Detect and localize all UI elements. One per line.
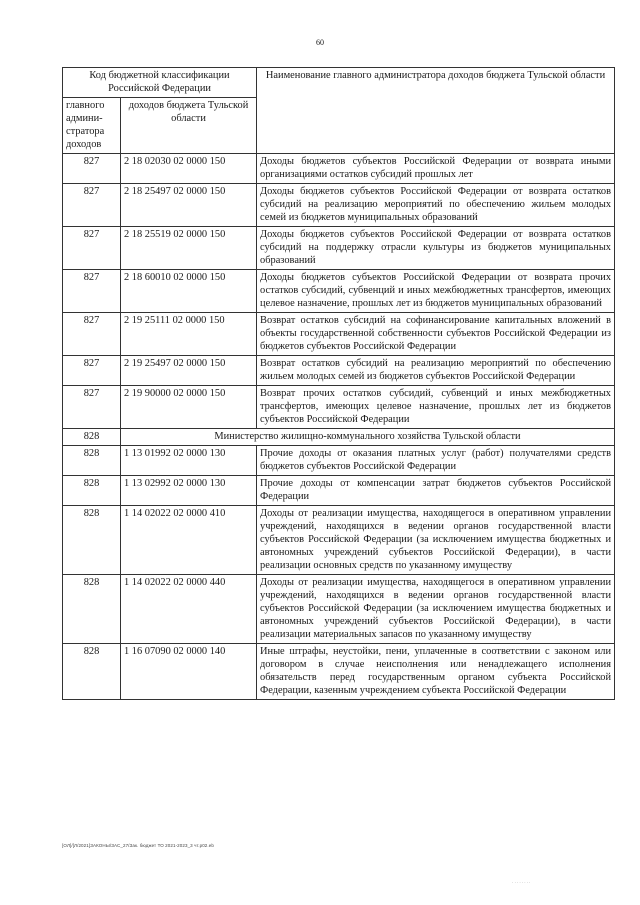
cell-admin-code: 827 — [63, 184, 121, 227]
table-row — [63, 184, 615, 227]
cell-income-code: 1 14 02022 02 0000 410 — [121, 506, 257, 575]
page-number: 60 — [316, 38, 324, 47]
cell-income-name: Доходы бюджетов субъектов Российской Федерации от возврата прочих остатков субсидий, субвенций и иных межбюджетных трансфертов, имеющих целевое назначение, прошлых лет из бюджетов муниципальных образований — [257, 270, 615, 313]
cell-admin-code: 828 — [63, 429, 121, 446]
cell-income-name: Возврат прочих остатков субсидий, субвенций и иных межбюджетных трансфертов, имеющих целевое назначение, прошлых лет из бюджетов субъектов Российской Федерации — [257, 386, 615, 429]
table-row — [63, 386, 615, 429]
cell-admin-code: 828 — [63, 506, 121, 575]
cell-admin-code: 827 — [63, 227, 121, 270]
cell-income-name: Доходы бюджетов субъектов Российской Федерации от возврата остатков субсидий на поддержку отрасли культуры из бюджетов муниципальных образований — [257, 227, 615, 270]
cell-admin-code: 827 — [63, 313, 121, 356]
cell-income-code: 1 16 07090 02 0000 140 — [121, 644, 257, 700]
cell-income-code: 2 19 90000 02 0000 150 — [121, 386, 257, 429]
footer-file-path: [OЛ]/[Л/2021]ЗАКОНЫ/ЗАС_27/Зак. бюджет ТО 2021-2023_3 чт.p02.eb — [62, 843, 214, 848]
table-row — [63, 154, 615, 184]
table-row — [63, 506, 615, 575]
cell-income-name: Доходы бюджетов субъектов Российской Федерации от возврата остатков субсидий на реализацию мероприятий по обеспечению жильем молодых семей из бюджетов муниципальных образований — [257, 184, 615, 227]
cell-admin-code: 828 — [63, 476, 121, 506]
header-kbk-group: Код бюджетной классификации Российской Федерации — [63, 68, 257, 98]
cell-admin-code: 828 — [63, 575, 121, 644]
table-row — [63, 313, 615, 356]
cell-income-name: Прочие доходы от оказания платных услуг (работ) получателями средств бюджетов субъектов Российской Федерации — [257, 446, 615, 476]
table-row — [63, 446, 615, 476]
cell-income-code: 2 19 25497 02 0000 150 — [121, 356, 257, 386]
cell-income-name: Возврат остатков субсидий на реализацию мероприятий по обеспечению жильем молодых семей из бюджетов субъектов Российской Федерации — [257, 356, 615, 386]
footer-marks: · · · · · · · · — [512, 880, 531, 885]
cell-ministry-name: Министерство жилищно-коммунального хозяйства Тульской области — [121, 429, 615, 446]
table-row — [63, 476, 615, 506]
table-row — [63, 270, 615, 313]
cell-admin-code: 828 — [63, 644, 121, 700]
table-row — [63, 644, 615, 700]
cell-income-code: 2 18 02030 02 0000 150 — [121, 154, 257, 184]
cell-income-name: Возврат остатков субсидий на софинансирование капитальных вложений в объекты государственной собственности субъектов Российской Федерации из бюджетов субъектов Российской Федерации — [257, 313, 615, 356]
cell-income-code: 2 18 25497 02 0000 150 — [121, 184, 257, 227]
cell-income-code: 1 13 02992 02 0000 130 — [121, 476, 257, 506]
table-row — [63, 227, 615, 270]
cell-income-code: 1 13 01992 02 0000 130 — [121, 446, 257, 476]
budget-income-table — [62, 67, 615, 700]
cell-admin-code: 827 — [63, 386, 121, 429]
table-row — [63, 575, 615, 644]
cell-income-name: Доходы от реализации имущества, находящегося в оперативном управлении учреждений, находящихся в ведении органов государственной власти субъектов Российской Федерации (за исключением имущества бюджетных и автономных учреждений субъектов Российской Федерации), в части реализации основных средств по указанному имуществу — [257, 506, 615, 575]
cell-income-code: 2 18 60010 02 0000 150 — [121, 270, 257, 313]
table-row — [63, 356, 615, 386]
cell-admin-code: 827 — [63, 356, 121, 386]
cell-income-name: Прочие доходы от компенсации затрат бюджетов субъектов Российской Федерации — [257, 476, 615, 506]
header-col-income: доходов бюджета Тульской области — [121, 98, 257, 154]
cell-income-name: Доходы бюджетов субъектов Российской Федерации от возврата иными организациями остатков субсидий прошлых лет — [257, 154, 615, 184]
header-col-admin: главного админи-стратора доходов — [63, 98, 121, 154]
cell-admin-code: 827 — [63, 154, 121, 184]
cell-income-code: 2 19 25111 02 0000 150 — [121, 313, 257, 356]
cell-income-code: 1 14 02022 02 0000 440 — [121, 575, 257, 644]
cell-admin-code: 827 — [63, 270, 121, 313]
cell-income-code: 2 18 25519 02 0000 150 — [121, 227, 257, 270]
table-header-row — [63, 68, 615, 98]
table-row-ministry — [63, 429, 615, 446]
cell-admin-code: 828 — [63, 446, 121, 476]
cell-income-name: Иные штрафы, неустойки, пени, уплаченные в соответствии с законом или договором в случае неисполнения или ненадлежащего исполнения обязательств перед государственным органом субъекта Российской Федерации, казенным учреждением субъекта Российской Федерации — [257, 644, 615, 700]
cell-income-name: Доходы от реализации имущества, находящегося в оперативном управлении учреждений, находящихся в ведении органов государственной власти субъектов Российской Федерации (за исключением имущества бюджетных и автономных учреждений субъектов Российской Федерации), в части реализации материальных запасов по указанному имуществу — [257, 575, 615, 644]
table-body — [63, 154, 615, 700]
header-admin-name: Наименование главного администратора доходов бюджета Тульской области — [257, 68, 615, 154]
